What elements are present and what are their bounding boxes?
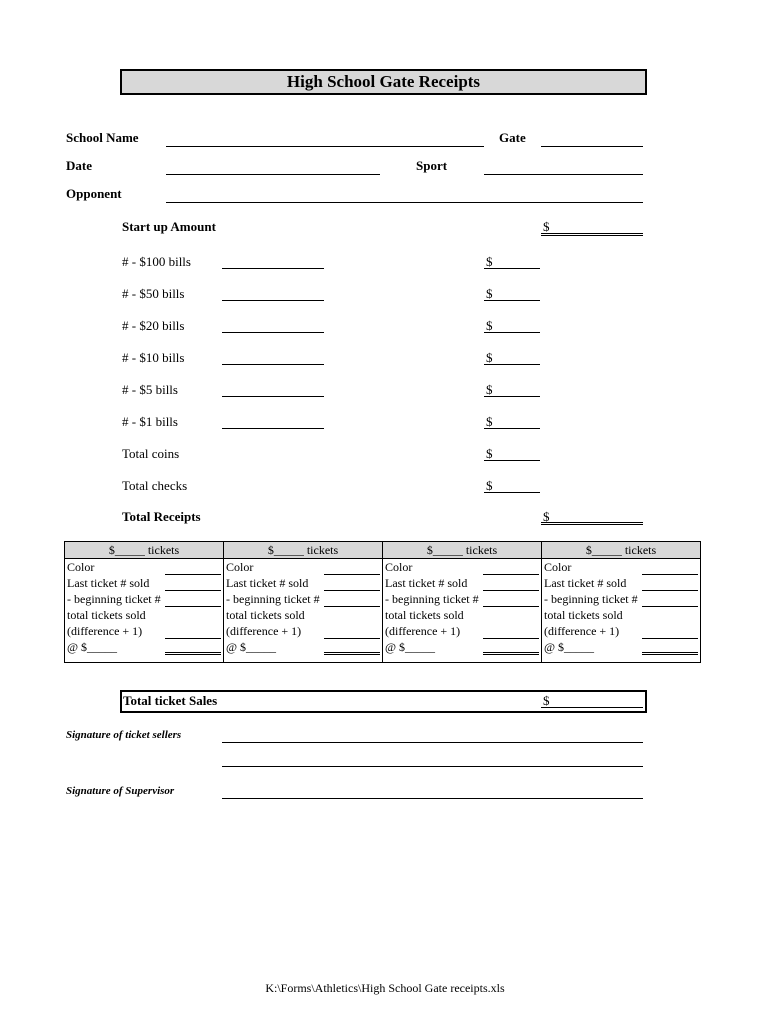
color-label: Color: [226, 560, 254, 574]
supervisor-signature-line[interactable]: [222, 798, 643, 799]
total-ticket-sales-field[interactable]: [541, 707, 643, 708]
tickets-sold-label: total tickets sold: [544, 608, 623, 622]
ticket-seller-signature-line-2[interactable]: [222, 766, 643, 767]
opponent-label: Opponent: [66, 186, 122, 201]
ticket-subtotal-field[interactable]: [642, 652, 698, 655]
gate-label: Gate: [499, 130, 526, 145]
bills-100-label: # - $100 bills: [122, 254, 191, 269]
tickets-sold-label: total tickets sold: [226, 608, 305, 622]
total-receipts-field[interactable]: [541, 522, 643, 525]
last-ticket-label: Last ticket # sold: [67, 576, 150, 590]
bills-10-currency: $: [486, 350, 493, 365]
total-receipts-label: Total Receipts: [122, 509, 201, 524]
last-ticket-label: Last ticket # sold: [544, 576, 627, 590]
total-checks-field[interactable]: [484, 492, 540, 493]
ticket-sellers-signature-label: Signature of ticket sellers: [66, 729, 182, 741]
color-field[interactable]: [642, 574, 698, 575]
color-field[interactable]: [324, 574, 380, 575]
ticket-column: [383, 542, 542, 662]
bills-10-label: # - $10 bills: [122, 350, 185, 365]
ticket-subtotal-field[interactable]: [165, 652, 221, 655]
bills-1-label: # - $1 bills: [122, 414, 178, 429]
ticket-table: [64, 541, 701, 663]
bills-50-label: # - $50 bills: [122, 286, 185, 301]
gate-field[interactable]: [541, 146, 643, 147]
beginning-ticket-field[interactable]: [642, 606, 698, 607]
bills-5-count-field[interactable]: [222, 396, 324, 397]
bills-10-count-field[interactable]: [222, 364, 324, 365]
sport-label: Sport: [416, 158, 448, 173]
tickets-sold-label: total tickets sold: [385, 608, 464, 622]
startup-amount-label: Start up Amount: [122, 219, 216, 234]
bills-20-count-field[interactable]: [222, 332, 324, 333]
difference-label: (difference + 1): [544, 624, 620, 638]
bills-1-count-field[interactable]: [222, 428, 324, 429]
beginning-ticket-field[interactable]: [483, 606, 539, 607]
bills-5-label: # - $5 bills: [122, 382, 178, 397]
color-field[interactable]: [165, 574, 221, 575]
price-label: @ $_____: [544, 640, 595, 654]
bills-1-currency: $: [486, 414, 493, 429]
ticket-column-header: $_____ tickets: [224, 542, 382, 559]
bills-5-amount-field[interactable]: [484, 396, 540, 397]
price-label: @ $_____: [226, 640, 277, 654]
color-label: Color: [67, 560, 95, 574]
bills-1-amount-field[interactable]: [484, 428, 540, 429]
total-checks-label: Total checks: [122, 478, 188, 493]
beginning-ticket-label: - beginning ticket #: [544, 592, 638, 606]
tickets-sold-field[interactable]: [483, 638, 539, 639]
total-ticket-sales-currency: $: [543, 693, 550, 708]
ticket-column: [224, 542, 383, 662]
ticket-subtotal-field[interactable]: [324, 652, 380, 655]
bills-50-count-field[interactable]: [222, 300, 324, 301]
bills-20-amount-field[interactable]: [484, 332, 540, 333]
ticket-column-header: $_____ tickets: [65, 542, 223, 559]
color-field[interactable]: [483, 574, 539, 575]
difference-label: (difference + 1): [67, 624, 143, 638]
price-label: @ $_____: [67, 640, 118, 654]
bills-50-amount-field[interactable]: [484, 300, 540, 301]
date-label: Date: [66, 158, 92, 173]
ticket-seller-signature-line-1[interactable]: [222, 742, 643, 743]
form-title: High School Gate Receipts: [120, 69, 647, 95]
beginning-ticket-field[interactable]: [324, 606, 380, 607]
bills-20-currency: $: [486, 318, 493, 333]
difference-label: (difference + 1): [385, 624, 461, 638]
tickets-sold-label: total tickets sold: [67, 608, 146, 622]
bills-50-currency: $: [486, 286, 493, 301]
tickets-sold-field[interactable]: [324, 638, 380, 639]
color-label: Color: [544, 560, 572, 574]
ticket-column: [542, 542, 700, 662]
last-ticket-field[interactable]: [483, 590, 539, 591]
last-ticket-field[interactable]: [642, 590, 698, 591]
beginning-ticket-field[interactable]: [165, 606, 221, 607]
bills-100-currency: $: [486, 254, 493, 269]
total-receipts-currency: $: [543, 509, 550, 524]
startup-currency: $: [543, 219, 550, 234]
last-ticket-label: Last ticket # sold: [385, 576, 468, 590]
beginning-ticket-label: - beginning ticket #: [385, 592, 479, 606]
ticket-subtotal-field[interactable]: [483, 652, 539, 655]
date-field[interactable]: [166, 174, 380, 175]
beginning-ticket-label: - beginning ticket #: [226, 592, 320, 606]
supervisor-signature-label: Signature of Supervisor: [66, 785, 175, 797]
total-coins-label: Total coins: [122, 446, 180, 461]
file-path-footer: K:\Forms\Athletics\High School Gate receipts.xls: [265, 981, 505, 995]
last-ticket-field[interactable]: [324, 590, 380, 591]
ticket-column-header: $_____ tickets: [542, 542, 700, 559]
school-name-field[interactable]: [166, 146, 484, 147]
ticket-column: [65, 542, 224, 662]
coins-currency: $: [486, 446, 493, 461]
bills-5-currency: $: [486, 382, 493, 397]
bills-100-amount-field[interactable]: [484, 268, 540, 269]
checks-currency: $: [486, 478, 493, 493]
color-label: Color: [385, 560, 413, 574]
last-ticket-label: Last ticket # sold: [226, 576, 309, 590]
sport-field[interactable]: [484, 174, 643, 175]
bills-10-amount-field[interactable]: [484, 364, 540, 365]
beginning-ticket-label: - beginning ticket #: [67, 592, 161, 606]
difference-label: (difference + 1): [226, 624, 302, 638]
opponent-field[interactable]: [166, 202, 643, 203]
total-ticket-sales-label: Total ticket Sales: [123, 693, 218, 708]
tickets-sold-field[interactable]: [642, 638, 698, 639]
bills-20-label: # - $20 bills: [122, 318, 185, 333]
tickets-sold-field[interactable]: [165, 638, 221, 639]
total-coins-field[interactable]: [484, 460, 540, 461]
ticket-column-header: $_____ tickets: [383, 542, 541, 559]
bills-100-count-field[interactable]: [222, 268, 324, 269]
last-ticket-field[interactable]: [165, 590, 221, 591]
school-name-label: School Name: [66, 130, 139, 145]
startup-amount-field[interactable]: [541, 233, 643, 236]
price-label: @ $_____: [385, 640, 436, 654]
